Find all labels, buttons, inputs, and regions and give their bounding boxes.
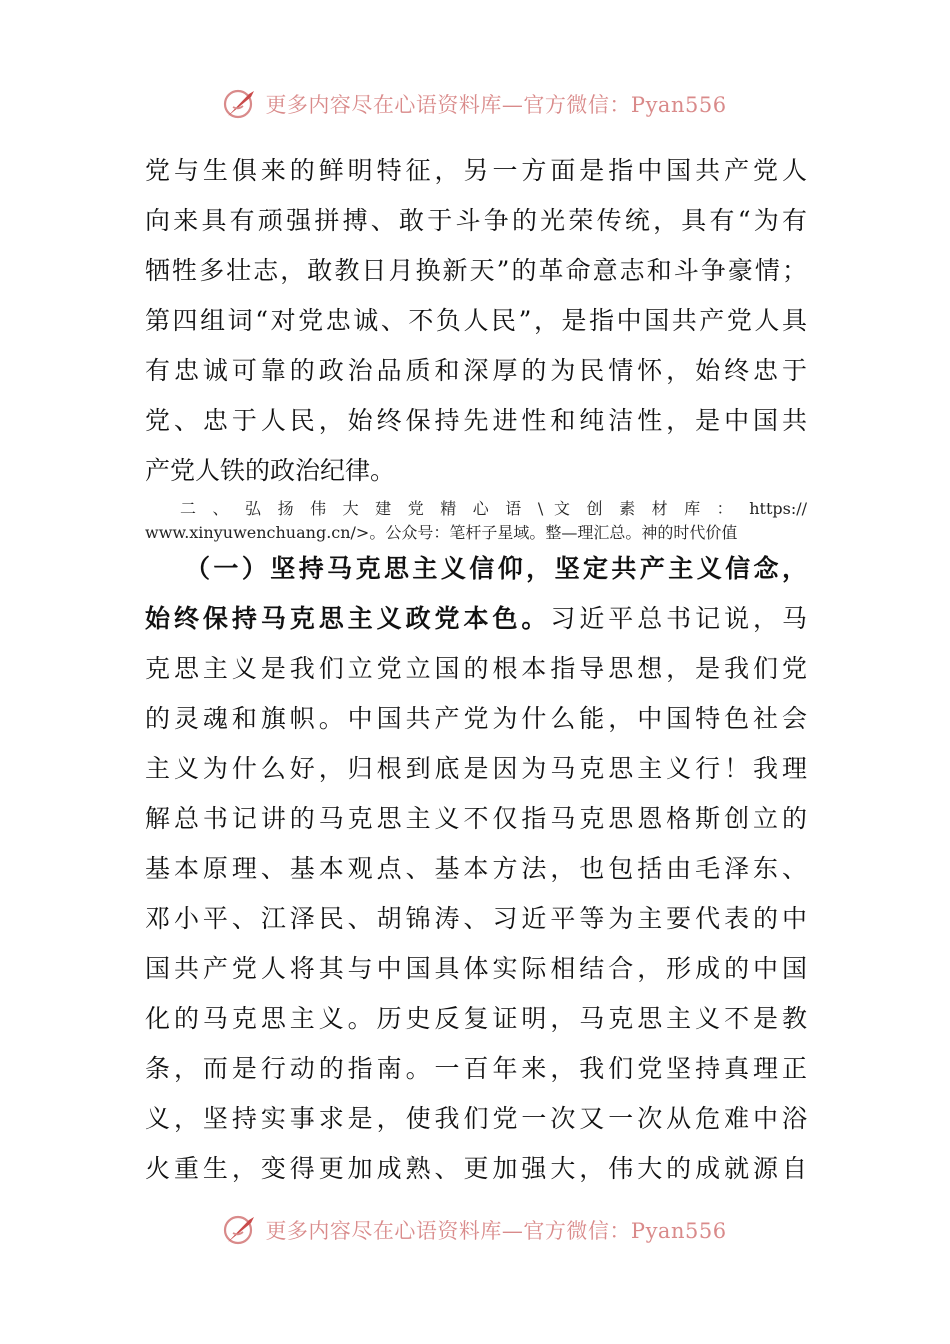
section-line-6-serif: 等为主要代表的中 [579,904,807,933]
section-heading-line-2 [145,594,807,644]
section-line-9: 条，而是行动的指南。一百年来，我们党坚持真理正 [145,1054,807,1083]
section-heading-line-1: （一）坚持马克思主义信仰，坚定共产主义信念， [185,554,807,583]
section-line-10: 义，坚持实事求是，使我们党一次又一次从危难中浴 [145,1104,807,1133]
section-line-1: 克思主义是我们立党立国的根本指导思想，是我们党 [145,654,807,683]
section-line-5: 基本原理、基本观点、基本方法，也包括由毛泽东、 [145,854,807,883]
body-line-1: 党与生俱来的鲜明特征，另一方面是指中国共产党人 [145,156,807,185]
source-note-line-2: www.xinyuwenchuang.cn/>。公众号：笔杆子星域。整—理汇总。神的时代价值 [145,523,738,542]
source-note-line-1: 二 、 弘 扬 伟 大 建 党 精 心 语 \ 文 创 素 材 库 ： https:// [180,499,807,518]
section-line-6-sans: 邓小平、江泽民、胡锦涛、习近平 [145,904,580,933]
body-line-4: 第四组词“对党忠诚、不负人民”，是指中国共产党人具 [145,306,807,335]
body-line-6: 党、忠于人民，始终保持先进性和纯洁性，是中国共 [145,406,807,435]
section-line-4: 解总书记讲的马克思主义不仅指马克思恩格斯创立的 [145,804,807,833]
pen-logo-icon [223,1212,259,1248]
section-heading-rest: 习近平总书记说，马 [550,604,807,633]
section-line-6 [145,894,807,944]
section-heading-bold: 始终保持马克思主义政党本色。 [145,604,551,633]
body-line-2: 向来具有顽强拼搏、敢于斗争的光荣传统，具有“为有 [145,206,807,235]
section-line-11: 火重生，变得更加成熟、更加强大，伟大的成就源自 [145,1154,807,1183]
watermark-text: 更多内容尽在心语资料库—官方微信：Pyan556 [265,1219,727,1243]
watermark-text: 更多内容尽在心语资料库—官方微信：Pyan556 [265,93,727,117]
watermark-banner-bottom [0,1208,950,1252]
section-line-8: 化的马克思主义。历史反复证明，马克思主义不是教 [145,1004,807,1033]
section-line-2: 的灵魂和旗帜。中国共产党为什么能，中国特色社会 [145,704,807,733]
section-line-7: 国共产党人将其与中国具体实际相结合，形成的中国 [145,954,807,983]
body-line-3: 牺牲多壮志，敢教日月换新天”的革命意志和斗争豪情； [145,256,807,285]
section-line-3: 主义为什么好，归根到底是因为马克思主义行！我理 [145,754,807,783]
body-line-7: 产党人铁的政治纪律。 [145,456,396,485]
pen-logo-icon [223,86,259,122]
watermark-banner-top [0,82,950,126]
body-line-5: 有忠诚可靠的政治品质和深厚的为民情怀，始终忠于 [145,356,807,385]
